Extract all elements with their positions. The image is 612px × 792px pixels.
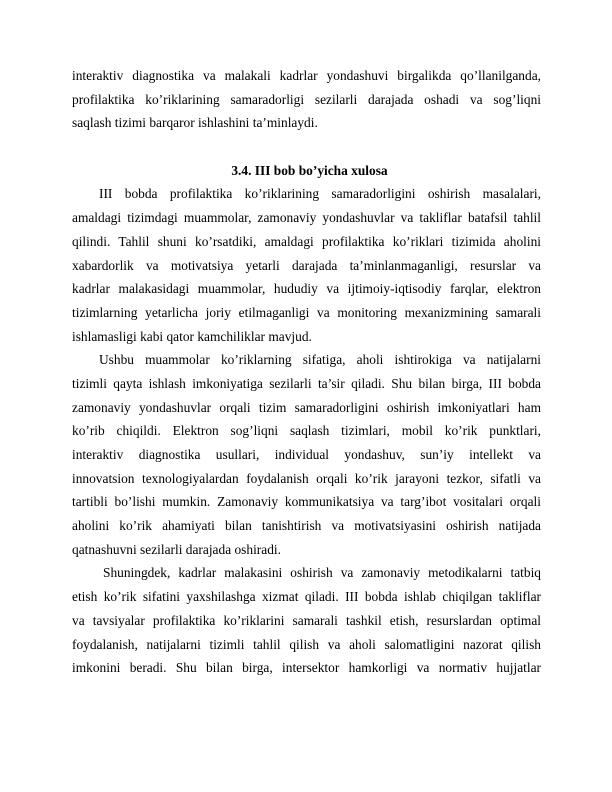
text-line: tizimlarning yetarlicha joriy etilmaganligi va monitoring mexanizmining samarali	[72, 304, 541, 320]
text-line: profilaktika ko’riklarining samaradorligi sezilarli darajada oshadi va sog’liqni	[72, 91, 541, 107]
text-line: qilindi. Tahlil shuni ko’rsatdiki, amaldagi profilaktika ko’riklari tizimida aholini	[72, 233, 541, 249]
text-line: Shuningdek, kadrlar malakasini oshirish va zamonaviy metodikalarni tatbiq	[103, 565, 541, 581]
text-line: aholini ko’rik ahamiyati bilan tanishtirish va motivatsiyasini oshirish natijada	[72, 518, 541, 534]
text-line: tartibli bo’lishi mumkin. Zamonaviy kommunikatsiya va targ’ibot vositalari orqali	[72, 494, 541, 510]
text-line: zamonaviy yondashuvlar orqali tizim samaradorligini oshirish imkoniyatlari ham	[72, 399, 541, 415]
paragraph-2	[72, 348, 541, 561]
text-line: tizimli qayta ishlash imkoniyatiga sezilarli ta’sir qiladi. Shu bilan birga, III bobda	[72, 375, 541, 391]
paragraph-1	[72, 182, 541, 348]
paragraph-3	[72, 561, 541, 679]
text-line: Ushbu muammolar ko’riklarning sifatiga, aholi ishtirokiga va natijalarni	[99, 352, 541, 368]
text-line: xabardorlik va motivatsiya yetarli darajada ta’minlanmaganligi, resurslar va	[72, 257, 541, 273]
section-heading: 3.4. III bob bo’yicha xulosa	[231, 162, 388, 178]
text-line: interaktiv diagnostika va malakali kadrlar yondashuvi birgalikda qo’llanilganda,	[72, 68, 541, 83]
text-line: III bobda profilaktika ko’riklarining samaradorligini oshirish masalalari,	[99, 186, 541, 202]
body-text	[72, 64, 541, 680]
spacer	[72, 135, 541, 159]
text-line: kadrlar malakasidagi muammolar, hududiy va ijtimoiy-iqtisodiy farqlar, elektron	[72, 281, 541, 297]
text-line: va tavsiyalar profilaktika ko’riklarini samarali tashkil etish, resurslardan optimal	[72, 612, 541, 628]
text-line: amaldagi tizimdagi muammolar, zamonaviy yondashuvlar va takliflar batafsil tahlil	[72, 210, 541, 226]
text-line: ko’rib chiqildi. Elektron sog’liqni saqlash tizimlari, mobil ko’rik punktlari,	[72, 423, 541, 439]
text-line: interaktiv diagnostika usullari, individual yondashuv, sun’iy intellekt va	[72, 447, 541, 462]
paragraph-intro	[72, 64, 541, 135]
text-line: qatnashuvni sezilarli darajada oshiradi.	[72, 541, 281, 557]
text-line: foydalanish, natijalarni tizimli tahlil qilish va aholi salomatligini nazorat qilish	[72, 636, 541, 652]
text-line: innovatsion texnologiyalardan foydalanish orqali ko’rik jarayoni tezkor, sifatli va	[72, 470, 541, 486]
text-line: imkonini beradi. Shu bilan birga, intersektor hamkorligi va normativ hujjatlar	[72, 660, 541, 676]
text-line: etish ko’rik sifatini yaxshilashga xizmat qiladi. III bobda ishlab chiqilgan takliflar	[72, 589, 541, 605]
text-line: ishlamasligi kabi qator kamchiliklar mavjud.	[72, 328, 312, 344]
text-line: saqlash tizimi barqaror ishlashini ta’minlaydi.	[72, 115, 318, 131]
